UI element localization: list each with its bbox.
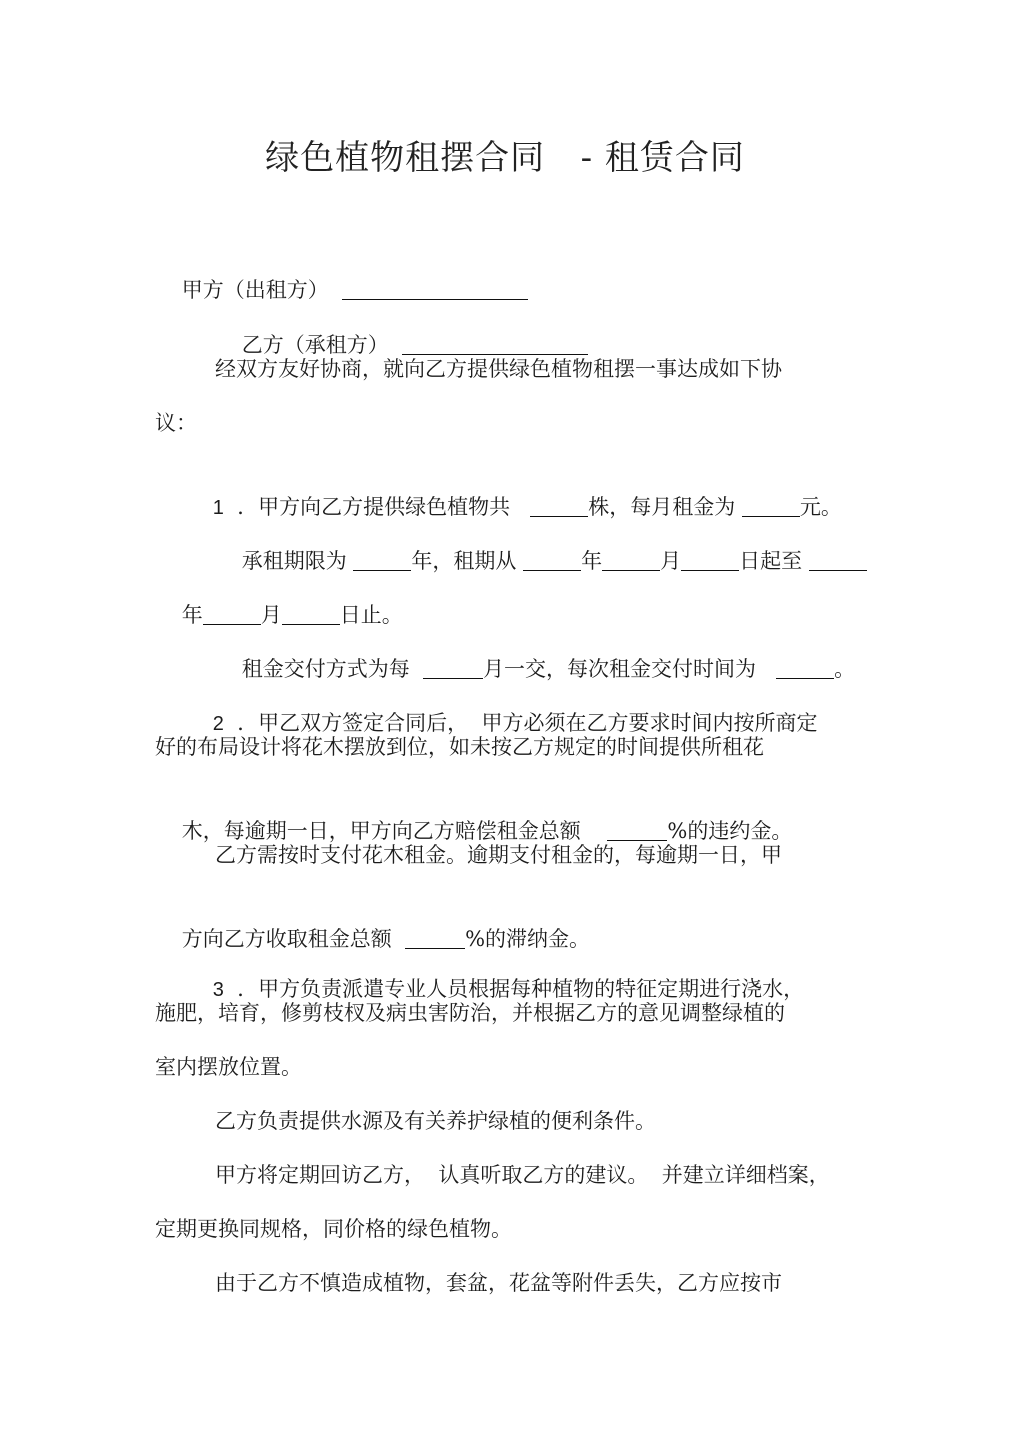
party-a-blank bbox=[342, 277, 528, 300]
clause-2-text-1: ．甲乙双方签定合同后， 甲方必须在乙方要求时间内按所商定 bbox=[237, 711, 818, 735]
term2-text-a: 年 bbox=[181, 603, 203, 627]
monthly-rent-blank bbox=[742, 494, 800, 517]
start-month-blank bbox=[602, 548, 660, 571]
penalty-rate-blank bbox=[607, 818, 667, 841]
term-text-e: 日起至 bbox=[739, 549, 803, 573]
pay-text-c: 。 bbox=[834, 657, 856, 681]
pay-interval-blank bbox=[423, 656, 483, 679]
term-text-a: 承租期限为 bbox=[241, 549, 347, 573]
clause-1-text-a: ．甲方向乙方提供绿色植物共 bbox=[237, 495, 511, 519]
clause-3-line-6: 定期更换同规格，同价格的绿色植物。 bbox=[155, 1217, 512, 1241]
term2-text-c: 日止。 bbox=[339, 603, 403, 627]
term-years-blank bbox=[353, 548, 411, 571]
document-title: 绿色植物租摆合同 - 租赁合同 bbox=[265, 138, 745, 178]
clause-2-line-4: 乙方需按时支付花木租金。逾期支付租金的，每逾期一日，甲 bbox=[215, 843, 782, 867]
clause-3-line-4: 乙方负责提供水源及有关养护绿植的便利条件。 bbox=[215, 1109, 656, 1133]
clause-3-line-5: 甲方将定期回访乙方， 认真听取乙方的建议。 并建立详细档案， bbox=[215, 1163, 830, 1187]
clause-3-line-7: 由于乙方不慎造成植物，套盆，花盆等附件丢失，乙方应按市 bbox=[215, 1271, 782, 1295]
clause-1-text-c: 元。 bbox=[799, 495, 842, 519]
pay-text-a: 租金交付方式为每 bbox=[241, 657, 410, 681]
clause-1-number: 1 bbox=[212, 497, 224, 519]
clause-3-number: 3 bbox=[212, 979, 224, 1001]
term-text-b: 年，租期从 bbox=[411, 549, 517, 573]
start-day-blank bbox=[681, 548, 739, 571]
intro-line-1: 经双方友好协商，就向乙方提供绿色植物租摆一事达成如下协 bbox=[215, 357, 782, 381]
party-b-blank bbox=[402, 332, 588, 355]
term-text-d: 月 bbox=[660, 549, 682, 573]
end-month-blank bbox=[203, 602, 261, 625]
start-year-blank bbox=[523, 548, 581, 571]
clause-2-text-5a: 方向乙方收取租金总额 bbox=[181, 927, 392, 951]
clause-2-line-2: 好的布局设计将花木摆放到位，如未按乙方规定的时间提供所租花 bbox=[155, 735, 764, 759]
clause-2-text-3a: 木，每逾期一日，甲方向乙方赔偿租金总额 bbox=[181, 819, 581, 843]
party-a-label: 甲方（出租方） bbox=[181, 278, 329, 302]
term-text-c: 年 bbox=[581, 549, 603, 573]
clause-2-text-3b: %的违约金。 bbox=[667, 819, 793, 843]
intro-line-2: 议： bbox=[155, 411, 197, 435]
end-year-blank bbox=[809, 548, 867, 571]
party-b-label: 乙方（承租方） bbox=[241, 333, 389, 357]
plant-count-blank bbox=[530, 494, 588, 517]
pay-text-b: 月一交，每次租金交付时间为 bbox=[483, 657, 757, 681]
clause-3-line-3: 室内摆放位置。 bbox=[155, 1055, 302, 1079]
term2-text-b: 月 bbox=[260, 603, 282, 627]
clause-1-text-b: 株，每月租金为 bbox=[588, 495, 736, 519]
clause-2-number: 2 bbox=[212, 713, 224, 735]
clause-2-text-5b: %的滞纳金。 bbox=[465, 927, 591, 951]
clause-3-text-1: ．甲方负责派遣专业人员根据每种植物的特征定期进行浇水， bbox=[237, 977, 805, 1001]
end-day-blank bbox=[282, 602, 340, 625]
clause-3-line-2: 施肥，培育，修剪枝杈及病虫害防治，并根据乙方的意见调整绿植的 bbox=[155, 1001, 785, 1025]
pay-time-blank bbox=[776, 656, 834, 679]
